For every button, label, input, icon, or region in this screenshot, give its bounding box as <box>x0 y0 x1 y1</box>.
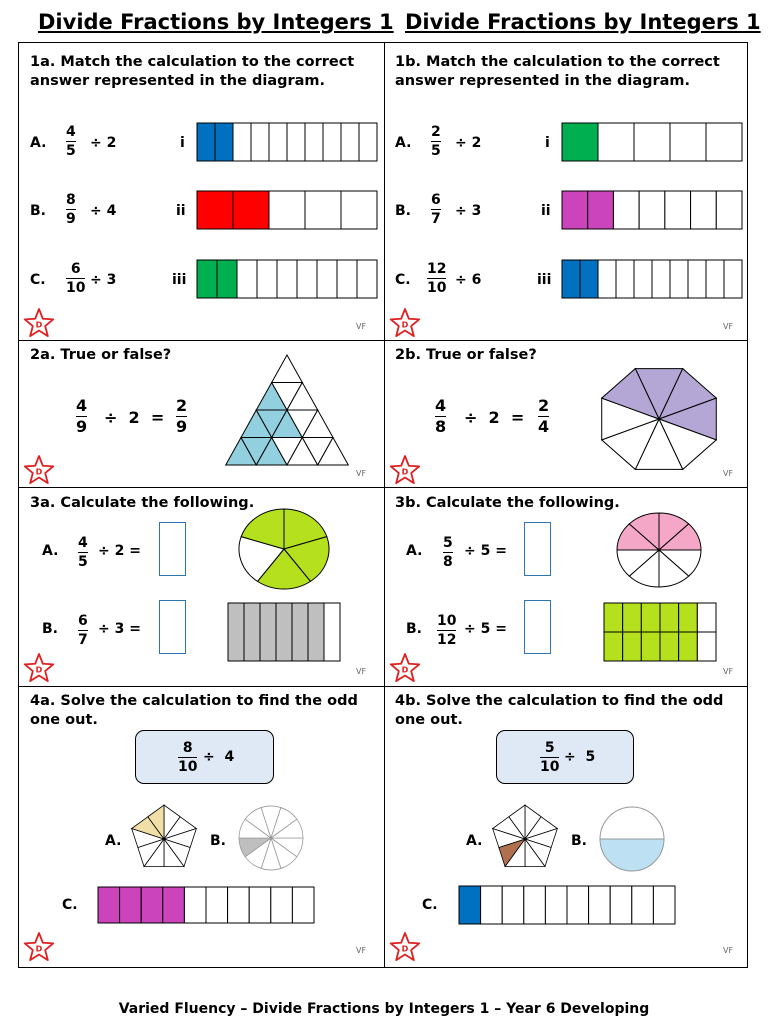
bar-cell <box>639 191 665 229</box>
denominator: 10 <box>178 759 198 775</box>
q3a-b-fraction <box>78 613 88 648</box>
bar-cell <box>233 191 269 229</box>
bar-cell <box>634 123 670 161</box>
q1b-prompt-line2: answer represented in the diagram. <box>395 73 691 89</box>
denominator: 5 <box>431 143 441 159</box>
q3b-grid-diagram <box>603 602 717 662</box>
denominator: 5 <box>78 554 88 570</box>
q1a-row-2-operator: ÷ 3 <box>90 272 117 288</box>
bar-cell <box>163 887 185 923</box>
bar-cell <box>206 887 228 923</box>
bar-cell <box>502 886 524 924</box>
q1a-row-2-numeral: iii <box>172 272 187 288</box>
q1a-row-2-bar-diagram <box>196 259 378 299</box>
numerator: 6 <box>78 613 88 629</box>
bar-cell <box>269 123 287 161</box>
q1b-row-2-numeral: iii <box>537 272 552 288</box>
grid-cell <box>679 603 698 632</box>
q1b-row-2-operator: ÷ 6 <box>455 272 482 288</box>
vf-mark: VF <box>723 322 734 331</box>
q1a-row-0-letter: A. <box>30 135 47 151</box>
grid-cell <box>660 632 679 661</box>
page-title-right: Divide Fractions by Integers 1 <box>405 10 761 34</box>
q1b-row-1-fraction <box>431 192 441 227</box>
q2b-fraction-right <box>538 397 549 436</box>
q1a-prompt-line1: 1a. Match the calculation to the correct <box>30 54 355 70</box>
q3b-b-letter: B. <box>406 621 422 637</box>
star-letter: D <box>401 320 409 330</box>
q1b-row-1-letter: B. <box>395 203 411 219</box>
denominator: 8 <box>443 554 453 570</box>
numerator: 10 <box>437 613 457 629</box>
q3b-b-fraction <box>437 613 456 648</box>
bar-cell <box>98 887 120 923</box>
denominator: 9 <box>176 417 188 436</box>
bar-cell <box>308 603 324 661</box>
bar-cell <box>580 260 598 298</box>
grid-cell <box>660 603 679 632</box>
q3a-prompt: 3a. Calculate the following. <box>30 495 255 511</box>
bar-cell <box>305 191 341 229</box>
bar-cell <box>297 260 317 298</box>
numerator: 4 <box>66 124 76 140</box>
denominator: 9 <box>66 211 76 227</box>
q4b-circle-diagram <box>599 807 665 871</box>
bar-cell <box>317 260 337 298</box>
bar-cell <box>228 603 244 661</box>
vf-mark: VF <box>356 469 367 478</box>
bar-cell <box>260 603 276 661</box>
q4a-option-c-label: C. <box>62 897 78 913</box>
q4b-option-c-label: C. <box>422 897 438 913</box>
q1a-row-1-letter: B. <box>30 203 46 219</box>
bar-cell <box>588 191 614 229</box>
q3b-a-answer-box[interactable] <box>524 522 551 576</box>
bar-cell <box>613 191 639 229</box>
numerator: 8 <box>66 192 76 208</box>
bar-cell <box>481 886 503 924</box>
star-letter: D <box>35 944 43 954</box>
q4a-circle-diagram <box>238 806 304 870</box>
q3a-a-letter: A. <box>42 543 59 559</box>
q3b-a-operator: ÷ 5 = <box>464 543 507 559</box>
bar-cell <box>141 887 163 923</box>
q2b-fraction-left <box>435 397 446 436</box>
difficulty-star-icon <box>23 932 55 962</box>
denominator: 8 <box>435 417 447 436</box>
denominator: 7 <box>78 632 88 648</box>
grid-cell <box>697 632 716 661</box>
star-letter: D <box>401 944 409 954</box>
bar-cell <box>706 260 724 298</box>
q1b-row-0-operator: ÷ 2 <box>455 135 482 151</box>
q3a-a-answer-box[interactable] <box>159 522 186 576</box>
bar-cell <box>269 191 305 229</box>
q1b-row-0-bar-diagram <box>561 122 743 162</box>
bar-cell <box>237 260 257 298</box>
numerator: 8 <box>182 740 193 756</box>
difficulty-star-icon <box>389 653 421 683</box>
bar-cell <box>228 887 250 923</box>
bar-cell <box>233 123 251 161</box>
numerator: 5 <box>544 740 555 756</box>
bar-cell <box>305 123 323 161</box>
bar-cell <box>688 260 706 298</box>
row-divider-1 <box>18 340 748 341</box>
bar-cell <box>652 260 670 298</box>
q4b-bar-diagram <box>458 885 676 925</box>
bar-cell <box>670 123 706 161</box>
difficulty-star-icon <box>389 308 421 338</box>
circle-half-bottom <box>600 839 664 871</box>
q1a-row-1-fraction <box>66 192 76 227</box>
bar-cell <box>244 603 260 661</box>
numerator: 4 <box>435 396 447 415</box>
q1a-prompt-line2: answer represented in the diagram. <box>30 73 326 89</box>
bar-cell <box>562 191 588 229</box>
bar-cell <box>616 260 634 298</box>
star-letter: D <box>35 467 43 477</box>
bar-cell <box>249 887 271 923</box>
q4a-operator: ÷ 4 <box>203 749 235 765</box>
star-letter: D <box>35 665 43 675</box>
row-divider-2 <box>18 487 748 488</box>
q2a-fraction-right <box>176 397 187 436</box>
bar-cell <box>271 887 293 923</box>
bar-cell <box>724 260 742 298</box>
bar-cell <box>341 123 359 161</box>
q1a-row-1-numeral: ii <box>176 203 186 219</box>
numerator: 4 <box>78 535 88 551</box>
q1b-row-0-numeral: i <box>545 135 550 151</box>
q4b-operator: ÷ 5 <box>564 749 596 765</box>
grid-cell <box>604 632 623 661</box>
q4b-option-b-label: B. <box>571 833 587 849</box>
q3b-pie-diagram <box>616 512 702 588</box>
grid-cell <box>679 632 698 661</box>
denominator: 4 <box>538 417 550 436</box>
bar-cell <box>197 191 233 229</box>
bar-cell <box>459 886 481 924</box>
q2b-octagon-diagram <box>600 365 718 473</box>
bar-cell <box>716 191 742 229</box>
bar-cell <box>634 260 652 298</box>
star-letter: D <box>35 320 43 330</box>
difficulty-star-icon <box>23 653 55 683</box>
denominator: 10 <box>427 280 447 296</box>
bar-cell <box>292 603 308 661</box>
bar-cell <box>215 123 233 161</box>
q3b-a-letter: A. <box>406 543 423 559</box>
bar-cell <box>567 886 589 924</box>
q4a-prompt-line2: one out. <box>30 712 98 728</box>
bar-cell <box>562 260 580 298</box>
column-divider <box>384 42 385 968</box>
q2a-triangle-diagram <box>218 355 356 465</box>
vf-mark: VF <box>356 667 367 676</box>
numerator: 4 <box>76 396 88 415</box>
q2a-prompt: 2a. True or false? <box>30 347 172 363</box>
q4b-fraction <box>540 740 559 775</box>
bar-cell <box>706 123 742 161</box>
q4a-option-a-label: A. <box>105 833 122 849</box>
bar-cell <box>691 191 717 229</box>
q1a-row-0-numeral: i <box>180 135 185 151</box>
bar-cell <box>257 260 277 298</box>
q4b-prompt-line1: 4b. Solve the calculation to find the odd <box>395 693 724 709</box>
page-title-left: Divide Fractions by Integers 1 <box>38 10 394 34</box>
grid-cell <box>623 632 642 661</box>
q1b-row-2-letter: C. <box>395 272 411 288</box>
bar-cell <box>562 123 598 161</box>
denominator: 7 <box>431 211 441 227</box>
q3b-a-fraction <box>443 535 453 570</box>
numerator: 6 <box>70 261 81 277</box>
bar-cell <box>217 260 237 298</box>
star-letter: D <box>401 665 409 675</box>
q2a-fraction-left <box>76 397 87 436</box>
q3a-b-letter: B. <box>42 621 58 637</box>
vf-mark: VF <box>723 469 734 478</box>
bar-cell <box>610 886 632 924</box>
bar-cell <box>589 886 611 924</box>
numerator: 2 <box>538 396 550 415</box>
bar-cell <box>524 886 546 924</box>
bar-cell <box>359 123 377 161</box>
q3a-a-fraction <box>78 535 88 570</box>
circle-half-top <box>600 807 664 839</box>
q1b-prompt-line1: 1b. Match the calculation to the correct <box>395 54 720 70</box>
grid-cell <box>623 603 642 632</box>
bar-cell <box>665 191 691 229</box>
bar-cell <box>287 123 305 161</box>
numerator: 12 <box>427 261 447 277</box>
q3a-pie-diagram <box>238 508 330 590</box>
q1b-row-2-bar-diagram <box>561 259 743 299</box>
bar-cell <box>197 123 215 161</box>
q1a-row-1-operator: ÷ 4 <box>90 203 117 219</box>
numerator: 2 <box>431 124 441 140</box>
q4a-bar-diagram <box>97 886 315 924</box>
q4b-pentagon-diagram <box>491 805 559 869</box>
bar-cell <box>277 260 297 298</box>
q3a-b-operator: ÷ 3 = <box>98 621 141 637</box>
q3a-bar-diagram <box>227 602 341 662</box>
bar-cell <box>197 260 217 298</box>
bar-cell <box>653 886 675 924</box>
denominator: 12 <box>437 632 457 648</box>
difficulty-star-icon <box>389 932 421 962</box>
q1a-row-0-operator: ÷ 2 <box>90 135 117 151</box>
numerator: 2 <box>176 396 188 415</box>
vf-mark: VF <box>356 322 367 331</box>
bar-cell <box>598 260 616 298</box>
q4a-option-b-label: B. <box>210 833 226 849</box>
bar-cell <box>184 887 206 923</box>
bar-cell <box>276 603 292 661</box>
bar-cell <box>357 260 377 298</box>
difficulty-star-icon <box>389 455 421 485</box>
q4b-option-a-label: A. <box>466 833 483 849</box>
q1a-row-2-letter: C. <box>30 272 46 288</box>
denominator: 10 <box>66 280 86 296</box>
q3a-b-answer-box[interactable] <box>159 600 186 654</box>
q1a-row-0-bar-diagram <box>196 122 378 162</box>
q4b-prompt-line2: one out. <box>395 712 463 728</box>
bar-cell <box>337 260 357 298</box>
bar-cell <box>324 603 340 661</box>
denominator: 5 <box>66 143 76 159</box>
grid-cell <box>604 603 623 632</box>
bar-cell <box>670 260 688 298</box>
q2b-operator: ÷ 2 = <box>464 408 525 427</box>
numerator: 5 <box>443 535 453 551</box>
q2b-prompt: 2b. True or false? <box>395 347 537 363</box>
q1b-row-0-fraction <box>431 124 441 159</box>
bar-cell <box>632 886 654 924</box>
q3b-b-answer-box[interactable] <box>524 600 551 654</box>
grid-cell <box>697 603 716 632</box>
bar-cell <box>292 887 314 923</box>
q2a-operator: ÷ 2 = <box>104 408 165 427</box>
q1b-row-1-numeral: ii <box>541 203 551 219</box>
q1a-row-2-fraction <box>66 261 85 296</box>
q4a-prompt-line1: 4a. Solve the calculation to find the odd <box>30 693 358 709</box>
q1b-row-0-letter: A. <box>395 135 412 151</box>
bar-cell <box>251 123 269 161</box>
q1a-row-0-fraction <box>66 124 76 159</box>
star-letter: D <box>401 467 409 477</box>
q1b-row-1-operator: ÷ 3 <box>455 203 482 219</box>
q3b-b-operator: ÷ 5 = <box>464 621 507 637</box>
bar-cell <box>120 887 142 923</box>
grid-cell <box>641 603 660 632</box>
vf-mark: VF <box>723 667 734 676</box>
bar-cell <box>323 123 341 161</box>
grid-cell <box>641 632 660 661</box>
vf-mark: VF <box>356 946 367 955</box>
difficulty-star-icon <box>23 308 55 338</box>
page-footer: Varied Fluency – Divide Fractions by Integers 1 – Year 6 Developing <box>118 1001 650 1017</box>
q1b-row-2-fraction <box>427 261 446 296</box>
q1a-row-1-bar-diagram <box>196 190 378 230</box>
vf-mark: VF <box>723 946 734 955</box>
q3b-prompt: 3b. Calculate the following. <box>395 495 620 511</box>
bar-cell <box>598 123 634 161</box>
q3a-a-operator: ÷ 2 = <box>98 543 141 559</box>
bar-cell <box>341 191 377 229</box>
denominator: 10 <box>540 759 560 775</box>
q1b-row-1-bar-diagram <box>561 190 743 230</box>
row-divider-3 <box>18 686 748 687</box>
denominator: 9 <box>76 417 88 436</box>
bar-cell <box>545 886 567 924</box>
q4a-pentagon-diagram <box>130 805 198 869</box>
numerator: 6 <box>431 192 441 208</box>
q4a-fraction <box>178 740 197 775</box>
difficulty-star-icon <box>23 455 55 485</box>
